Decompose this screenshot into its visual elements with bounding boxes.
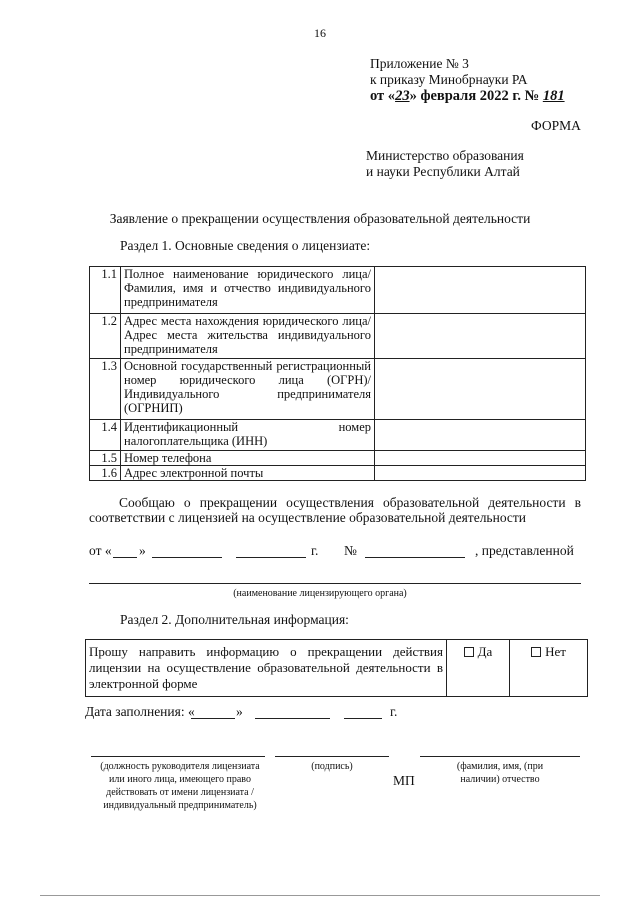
request-text: Прошу направить информацию о прекращении действия лицензии на осуществление образовательной деятельности в электронной форме [86,640,447,697]
order-number: 181 [542,88,565,104]
row-label: Полное наименование юридического лица/ Фамилия, имя и отчество индивидуального предпринимателя [121,267,375,314]
day-field[interactable] [113,557,137,558]
fill-month-field[interactable] [255,718,330,719]
yes-option[interactable] [447,640,510,697]
form-label: ФОРМА [531,118,581,133]
statement-presented: , представленной [475,543,574,558]
name-field[interactable] [420,756,580,757]
table-row [86,640,588,697]
issuer-caption: (наименование лицензирующего органа) [233,588,407,599]
row-value[interactable] [375,466,586,481]
position-caption: (должность руководителя лицензиата или иного лица, имеющего право действовать от имени лицензиата / индивидуальный предприниматель) [100,761,260,811]
date-mid: » февраля 2022 г. № [409,88,540,104]
no-option[interactable] [510,640,588,697]
fill-year-field[interactable] [344,718,382,719]
row-value[interactable] [375,314,586,359]
table-row [90,420,586,451]
no-label: Нет [545,644,566,659]
table-row [90,359,586,420]
row-value[interactable] [375,267,586,314]
statement-number-sign: № [344,543,357,558]
statement-year-suffix: г. [311,543,319,558]
appendix-date [370,88,565,105]
yes-label: Да [477,644,493,659]
row-label: Номер телефона [121,451,375,466]
page-title: Заявление о прекращении осуществления образовательной деятельности [109,211,531,226]
table-row [90,314,586,359]
signature-field[interactable] [275,756,389,757]
additional-info-table [85,639,588,697]
table-row [90,466,586,481]
recipient-line1: Министерство образования [366,148,524,163]
row-value[interactable] [375,359,586,420]
license-number-field[interactable] [365,557,465,558]
recipient-line2: и науки Республики Алтай [366,164,520,179]
licensee-table [89,266,586,481]
checkbox-icon[interactable] [464,647,474,657]
row-value[interactable] [375,451,586,466]
row-number: 1.1 [90,267,121,314]
section2-heading: Раздел 2. Дополнительная информация: [120,612,349,627]
name-caption: (фамилия, имя, (при наличии) отчество [456,761,544,785]
year-field[interactable] [236,557,306,558]
position-field[interactable] [91,756,265,757]
issuer-field[interactable] [89,583,581,584]
date-day: 23 [395,88,410,104]
statement-from-close: » [139,543,146,558]
statement-text: Сообщаю о прекращении осуществления образовательной деятельности в соответствии с лицензией на осуществление образовательной деятельности [89,495,581,525]
row-number: 1.3 [90,359,121,420]
row-value[interactable] [375,420,586,451]
fill-date-close: » [236,704,243,719]
row-number: 1.6 [90,466,121,481]
appendix-line1: Приложение № 3 [370,56,469,71]
page-bottom-divider [40,895,600,896]
checkbox-icon[interactable] [531,647,541,657]
row-number: 1.5 [90,451,121,466]
fill-date-year: г. [390,704,398,719]
month-field[interactable] [152,557,222,558]
stamp-label: МП [393,773,415,788]
appendix-line2: к приказу Минобрнауки РА [370,72,528,87]
row-label: Адрес места нахождения юридического лица/ Адрес места жительства индивидуального предпринимателя [121,314,375,359]
table-row [90,267,586,314]
row-number: 1.4 [90,420,121,451]
fill-date-label: Дата заполнения: « [85,704,195,719]
row-label: Идентификационный номер налогоплательщика (ИНН) [121,420,375,451]
signature-caption: (подпись) [311,761,353,772]
row-label: Основной государственный регистрационный номер юридического лица (ОГРН)/ Индивидуального предпринимателя (ОГРНИП) [121,359,375,420]
statement-from-prefix: от « [89,543,112,558]
row-label: Адрес электронной почты [121,466,375,481]
row-number: 1.2 [90,314,121,359]
section1-heading: Раздел 1. Основные сведения о лицензиате: [120,238,371,253]
page-number: 16 [314,26,326,40]
date-prefix: от « [370,88,396,104]
fill-day-field[interactable] [191,718,235,719]
table-row [90,451,586,466]
